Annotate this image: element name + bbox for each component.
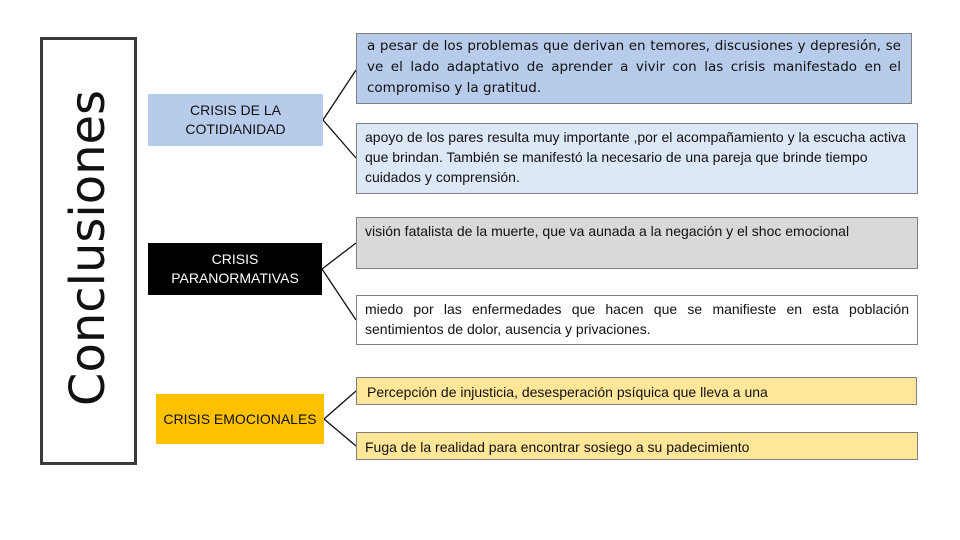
connector-emocionales-bottom [324,419,356,446]
category-crisis-emocionales [156,394,324,444]
connector-paranormativas-bottom [322,269,356,320]
note-fuga-realidad: Fuga de la realidad para encontrar sosiego a su padecimiento [356,432,918,460]
category-label: CRISIS PARANORMATIVAS [171,251,299,286]
connector-emocionales-top [324,391,356,419]
note-vision-fatalista: visión fatalista de la muerte, que va aunada a la negación y el shoc emocional [356,217,918,269]
category-crisis-paranormativas [148,243,322,295]
note-adaptativo: a pesar de los problemas que derivan en temores, discusiones y depresión, se ve el lado adaptativo de aprender a vivir con las crisis manifestado en el compromiso y la gratitud. [356,33,912,104]
connector-cotidianidad-bottom [323,120,356,158]
connector-cotidianidad-top [323,70,356,120]
category-label: CRISIS EMOCIONALES [163,410,317,427]
note-apoyo-pares: apoyo de los pares resulta muy importante ,por el acompañamiento y la escucha activa que brindan. También se manifestó la necesario de una pareja que brinde tiempo cuidados y comprensión. [356,123,918,194]
category-label: CRISIS DE LA COTIDIANIDAD [185,102,286,137]
connector-paranormativas-top [322,243,356,269]
note-percepcion-injusticia: Percepción de injusticia, desesperación psíquica que lleva a una [356,377,917,405]
category-crisis-cotidianidad [148,94,323,146]
page-title: Conclusiones [60,89,116,407]
note-miedo-enfermedades: miedo por las enfermedades que hacen que se manifieste en esta población sentimientos de dolor, ausencia y privaciones. [356,295,918,345]
